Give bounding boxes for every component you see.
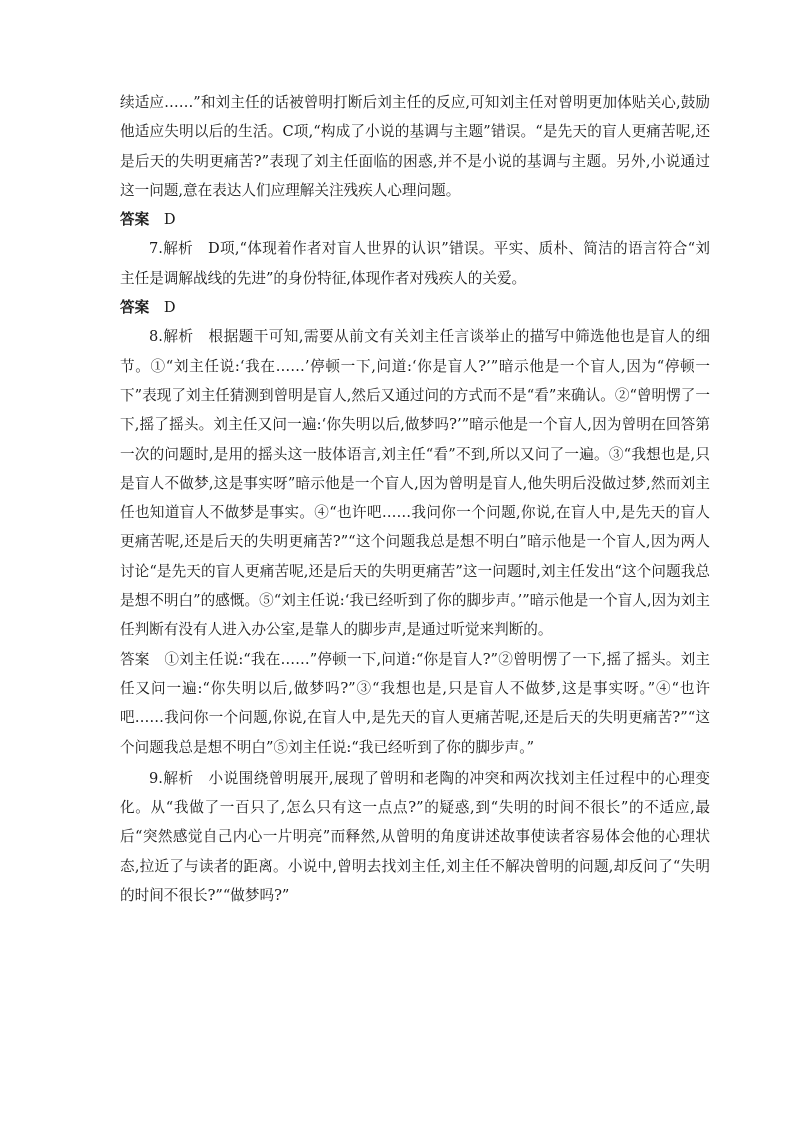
- answer-7: [120, 293, 710, 322]
- paragraph-analysis-8: 8.解析 根据题干可知,需要从前文有关刘主任言谈举止的描写中筛选他也是盲人的细节。①“刘主任说:‘我在……’停顿一下,问道:‘你是盲人?’”暗示他是一个盲人,因为“停顿一下”表现了刘主任猜测到曾明是盲人,然后又通过问的方式而不是“看”来确认。②“曾明愣了一下,摇了摇头。刘主任又问一遍:‘你失明以后,做梦吗?’”暗示他是一个盲人,因为曾明在回答第一次的问题时,是用的摇头这一肢体语言,刘主任“看”不到,所以又问了一遍。③“我想也是,只是盲人不做梦,这是事实呀”暗示他是一个盲人,因为曾明是盲人,他失明后没做过梦,然而刘主任也知道盲人不做梦是事实。④“也许吧……我问你一个问题,你说,在盲人中,是先天的盲人更痛苦呢,还是后天的失明更痛苦?”“这个问题我总是想不明白”暗示他是一个盲人,因为两人讨论“是先天的盲人更痛苦呢,还是后天的失明更痛苦”这一问题时,刘主任发出“这个问题我总是想不明白”的感慨。⑤“刘主任说:‘我已经听到了你的脚步声。’”暗示他是一个盲人,因为刘主任判断有没有人进入办公室,是靠人的脚步声,是通过听觉来判断的。: [120, 328, 710, 639]
- answer-value: D: [163, 211, 176, 229]
- answer-label: 答案: [120, 650, 150, 668]
- paragraph-analysis-9: 9.解析 小说围绕曾明展开,展现了曾明和老陶的冲突和两次找刘主任过程中的心理变化。从“我做了一百只了,怎么只有这一点点?”的疑惑,到“失明的时间不很长”的不适应,最后“突然感觉自己内心一片明亮”而释然,从曾明的角度讲述故事使读者容易体会他的心理状态,拉近了与读者的距离。小说中,曾明去找刘主任,刘主任不解决曾明的问题,却反问了“失明的时间不很长?”“做梦吗?”: [120, 769, 710, 905]
- answer-text: ①刘主任说:“我在……”停顿一下,问道:“你是盲人?”②曾明愣了一下,摇了摇头。刘主任又问一遍:“你失明以后,做梦吗?”③“我想也是,只是盲人不做梦,这是事实呀。”④“也许吧……我问你一个问题,你说,在盲人中,是先天的盲人更痛苦呢,还是后天的失明更痛苦?”“这个问题我总是想不明白”⑤刘主任说:“我已经听到了你的脚步声。”: [120, 650, 710, 756]
- paragraph-analysis-6-continued: 续适应……”和刘主任的话被曾明打断后刘主任的反应,可知刘主任对曾明更加体贴关心,鼓励他适应失明以后的生活。C项,“构成了小说的基调与主题”错误。“是先天的盲人更痛苦呢,还是后天的失明更痛苦?”表现了刘主任面临的困惑,并不是小说的基调与主题。另外,小说通过这一问题,意在表达人们应理解关注残疾人心理问题。: [120, 94, 710, 199]
- answer-8: [120, 645, 710, 762]
- document-page: [120, 0, 710, 910]
- paragraph-analysis-7: 7.解析 D项,“体现着作者对盲人世界的认识”错误。平实、质朴、简洁的语言符合“刘主任是调解战线的先进”的身份特征,体现作者对残疾人的关爱。: [120, 240, 710, 287]
- answer-6: [120, 205, 710, 234]
- answer-value: D: [163, 299, 176, 317]
- answer-label: 答案: [120, 299, 150, 317]
- answer-label: 答案: [120, 211, 150, 229]
